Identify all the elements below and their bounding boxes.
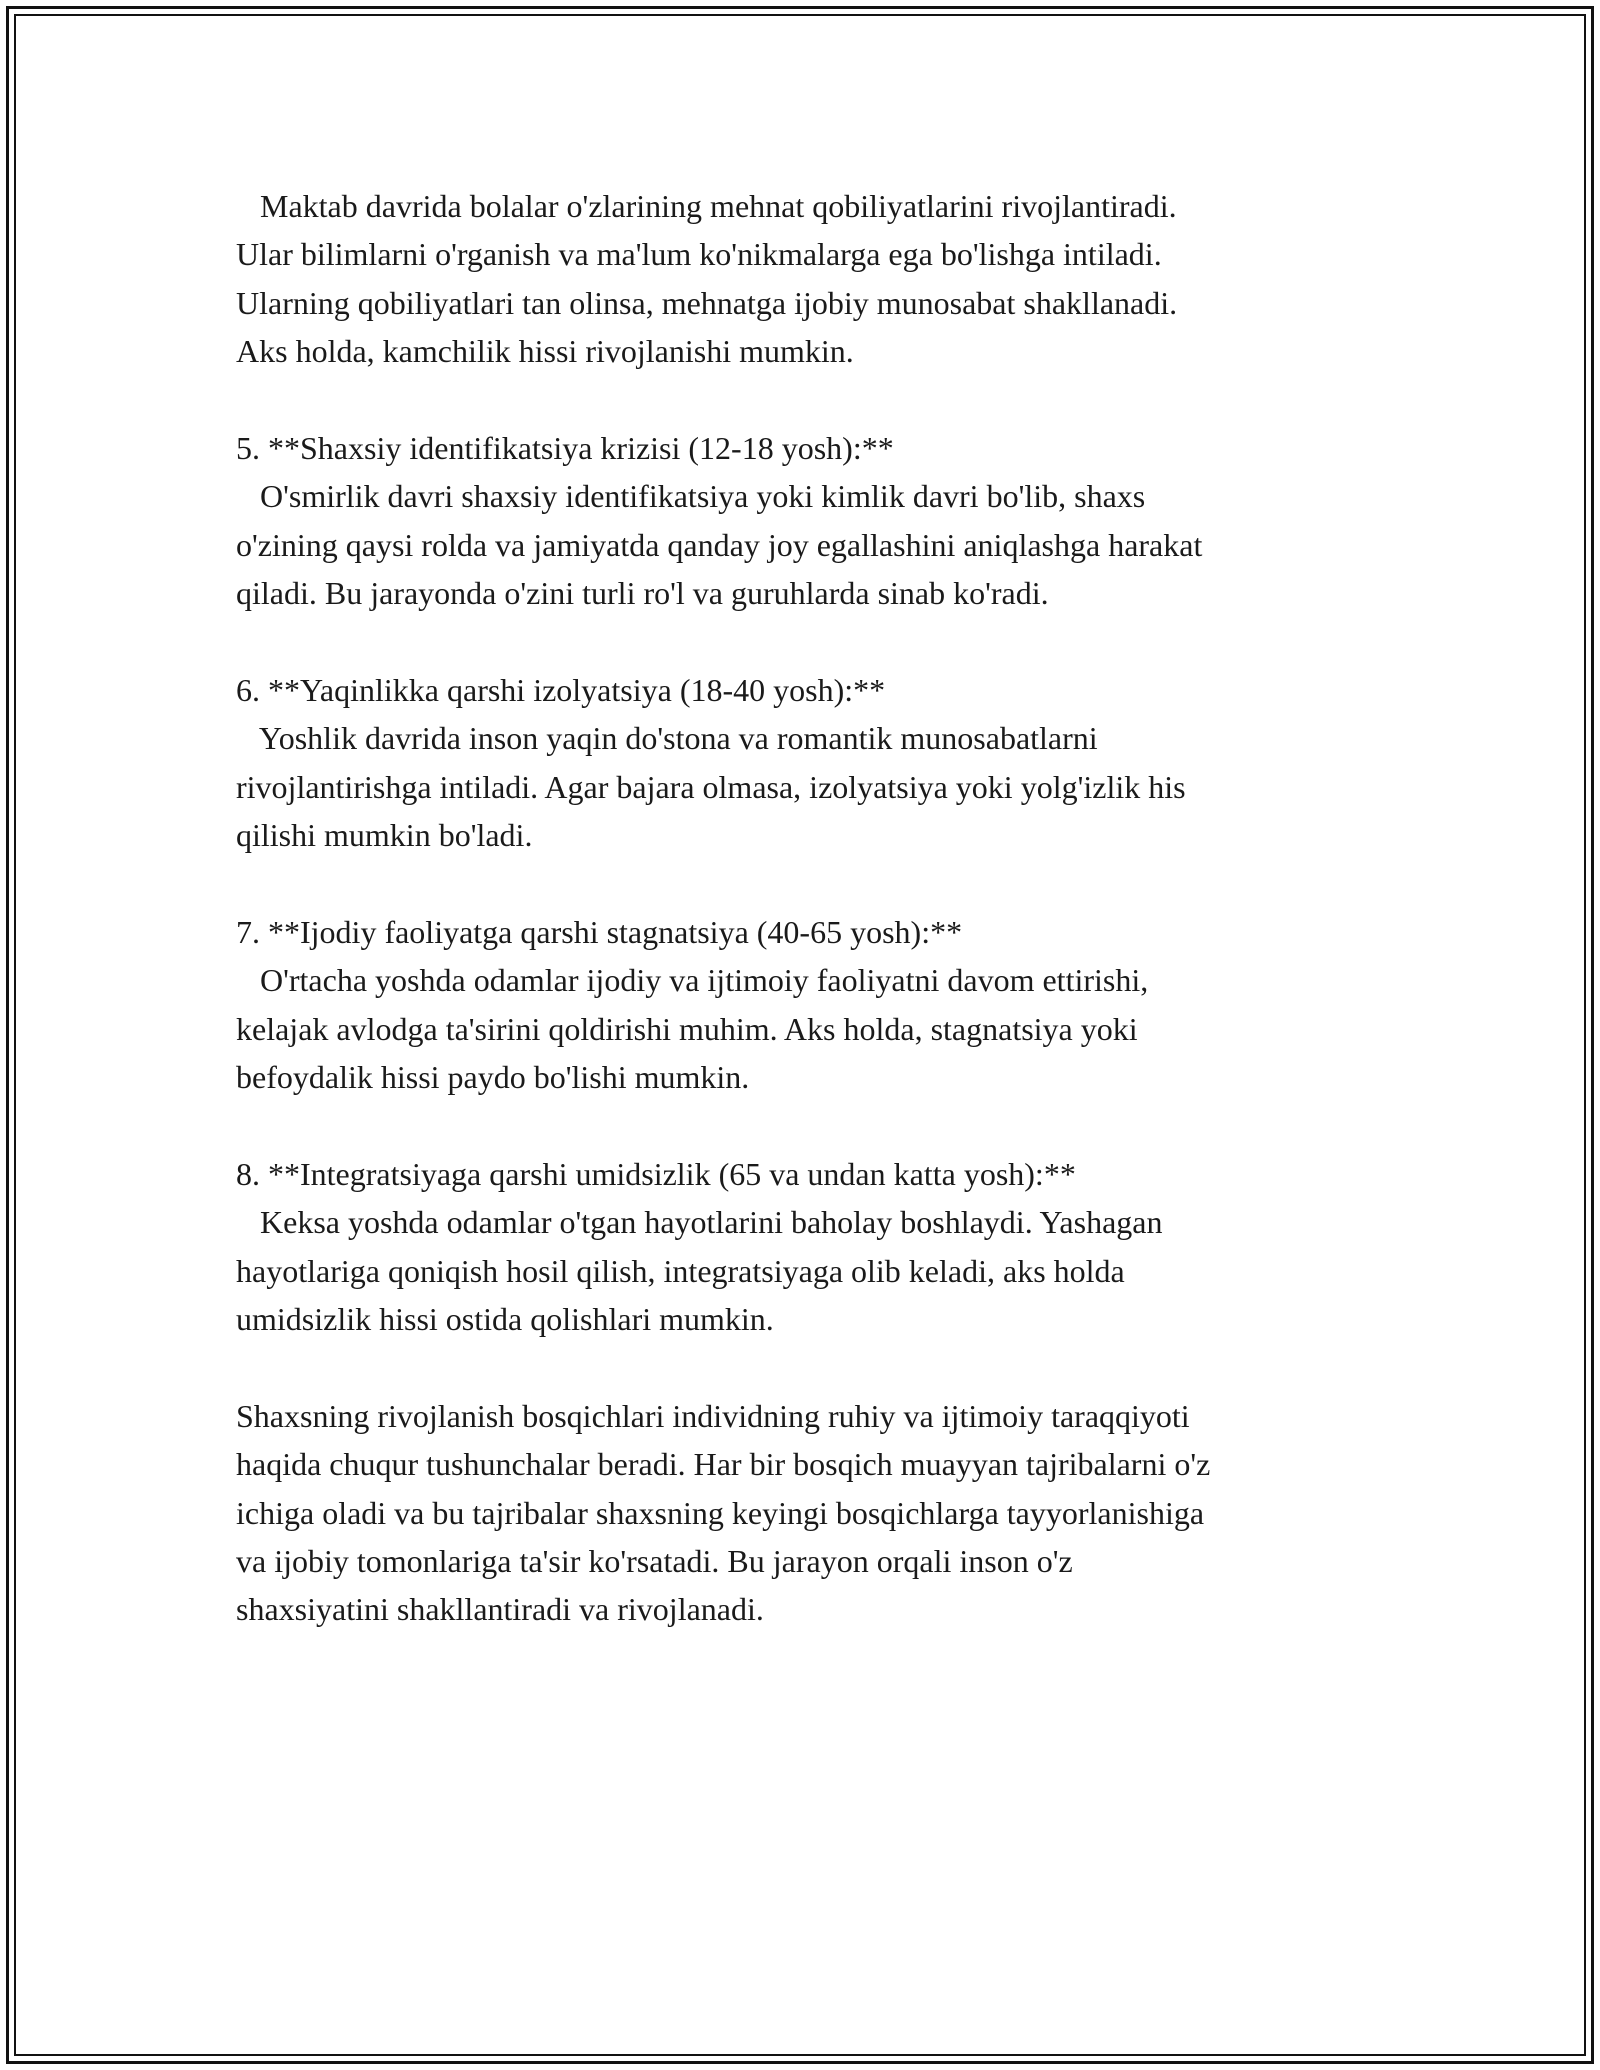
blank-line [236, 1101, 1376, 1149]
blank-line [236, 1343, 1376, 1391]
section-heading: 6. **Yaqinlikka qarshi izolyatsiya (18-40 yosh):** [236, 671, 886, 708]
text-line: Ular bilimlarni o'rganish va ma'lum ko'nikmalarga ega bo'lishga intiladi. [236, 236, 1162, 273]
section-heading: 8. **Integratsiyaga qarshi umidsizlik (65 va undan katta yosh):** [236, 1155, 1076, 1192]
text-line: O'smirlik davri shaxsiy identifikatsiya yoki kimlik davri bo'lib, shaxs [236, 478, 1146, 515]
text-line: ichiga oladi va bu tajribalar shaxsning keyingi bosqichlarga tayyorlanishiga [236, 1494, 1205, 1531]
text-line: qiladi. Bu jarayonda o'zini turli ro'l va guruhlarda sinab ko'radi. [236, 575, 1049, 612]
text-line: shaxsiyatini shakllantiradi va rivojlanadi. [236, 1591, 764, 1628]
text-line: kelajak avlodga ta'sirini qoldirishi muhim. Aks holda, stagnatsiya yoki [236, 1010, 1138, 1047]
text-line: o'zining qaysi rolda va jamiyatda qanday joy egallashini aniqlashga harakat [236, 526, 1203, 563]
text-line: Yoshlik davrida inson yaqin do'stona va romantik munosabatlarni [236, 720, 1098, 757]
text-line: Ularning qobiliyatlari tan olinsa, mehnatga ijobiy munosabat shakllanadi. [236, 284, 1178, 321]
text-line: haqida chuqur tushunchalar beradi. Har bir bosqich muayyan tajribalarni o'z [236, 1446, 1211, 1483]
text-line: rivojlantirishga intiladi. Agar bajara olmasa, izolyatsiya yoki yolg'izlik his [236, 768, 1186, 805]
text-line: va ijobiy tomonlariga ta'sir ko'rsatadi. Bu jarayon orqali inson o'z [236, 1542, 1073, 1579]
text-line: hayotlariga qoniqish hosil qilish, integratsiyaga olib keladi, aks holda [236, 1252, 1125, 1289]
text-line: qilishi mumkin bo'ladi. [236, 817, 533, 854]
text-line: Maktab davrida bolalar o'zlarining mehnat qobiliyatlarini rivojlantiradi. [236, 188, 1177, 224]
text-line: Aks holda, kamchilik hissi rivojlanishi mumkin. [236, 333, 854, 370]
blank-line [236, 859, 1376, 907]
text-line: Keksa yoshda odamlar o'tgan hayotlarini baholay boshlaydi. Yashagan [236, 1204, 1163, 1241]
document-body [236, 182, 1376, 1634]
section-heading: 5. **Shaxsiy identifikatsiya krizisi (12-18 yosh):** [236, 429, 894, 466]
text-line: umidsizlik hissi ostida qolishlari mumkin. [236, 1300, 774, 1337]
section-heading: 7. **Ijodiy faoliyatga qarshi stagnatsiya (40-65 yosh):** [236, 913, 963, 950]
blank-line [236, 376, 1376, 424]
blank-line [236, 618, 1376, 666]
text-line: Shaxsning rivojlanish bosqichlari individning ruhiy va ijtimoiy taraqqiyoti [236, 1397, 1190, 1434]
text-line: befoydalik hissi paydo bo'lishi mumkin. [236, 1059, 750, 1096]
text-line: O'rtacha yoshda odamlar ijodiy va ijtimoiy faoliyatni davom ettirishi, [236, 962, 1149, 999]
